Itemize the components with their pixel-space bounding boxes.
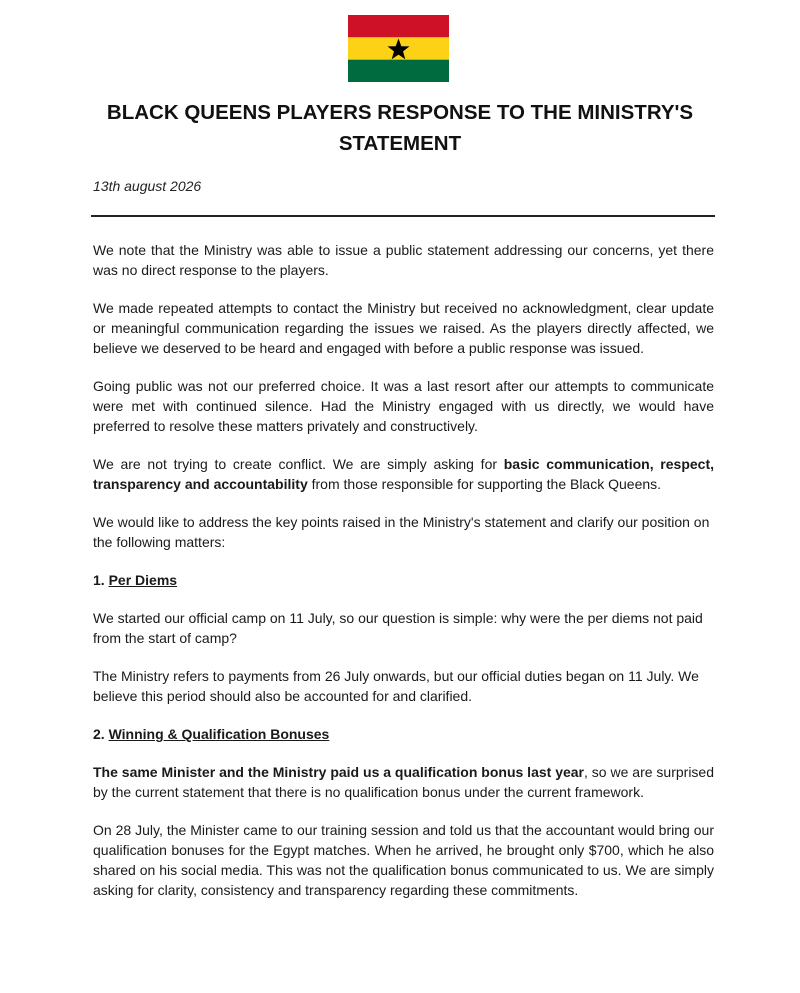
section-heading-per-diems: [93, 570, 714, 590]
paragraph-4-end: from those responsible for supporting the Black Queens.: [307, 476, 662, 492]
document-date: 13th august 2026: [93, 178, 202, 194]
paragraph-7: The Ministry refers to payments from 26 July onwards, but our official duties began on 11 July. We believe this period should also be accounted for and clarified.: [93, 668, 699, 704]
paragraph-4-start: We are not trying to create conflict. We are simply asking for: [93, 456, 504, 472]
section-2-title: Winning & Qualification Bonuses: [108, 726, 330, 742]
paragraph-6: We started our official camp on 11 July, so our question is simple: why were the per diems not paid from the start of camp?: [93, 610, 703, 646]
paragraph-5: We would like to address the key points raised in the Ministry's statement and clarify our position on the following matters:: [93, 514, 710, 550]
paragraph-2: We made repeated attempts to contact the Ministry but received no acknowledgment, clear update or meaningful communication regarding the issues we raised. As the players directly affected, we believe we deserved to be heard and engaged with before a public response was issued.: [93, 300, 714, 356]
divider: [91, 215, 715, 217]
ghana-flag-icon: [348, 15, 449, 82]
title-line-2: STATEMENT: [338, 132, 462, 155]
paragraph-8-bold: The same Minister and the Ministry paid us a qualification bonus last year: [93, 764, 585, 780]
paragraph-8: [93, 762, 714, 802]
title-line-1: BLACK QUEENS PLAYERS RESPONSE TO THE MINISTRY'S: [106, 101, 694, 124]
section-1-title: Per Diems: [108, 572, 178, 588]
section-2-number: 2.: [93, 726, 109, 742]
section-heading-bonuses: [93, 724, 714, 744]
paragraph-3: Going public was not our preferred choice. It was a last resort after our attempts to communicate were met with continued silence. Had the Ministry engaged with us directly, we would have preferred to resolve these matters privately and constructively.: [93, 378, 714, 434]
paragraph-1: We note that the Ministry was able to issue a public statement addressing our concerns, yet there was no direct response to the players.: [93, 242, 714, 278]
paragraph-8-end: , so we are surprised by the current statement that there is no qualification bonus under the current framework.: [93, 764, 714, 800]
paragraph-9: On 28 July, the Minister came to our training session and told us that the accountant would bring our qualification bonuses for the Egypt matches. When he arrived, he brought only $700, which he also shared on his social media. This was not the qualification bonus communicated to us. We are simply asking for clarity, consistency and transparency regarding these commitments.: [93, 822, 714, 898]
section-1-number: 1.: [93, 572, 109, 588]
document-body: [93, 240, 714, 918]
paragraph-4-bold: basic communication, respect, transparency and accountability: [93, 456, 714, 492]
paragraph-4: [93, 454, 714, 494]
document-title: [60, 97, 740, 159]
